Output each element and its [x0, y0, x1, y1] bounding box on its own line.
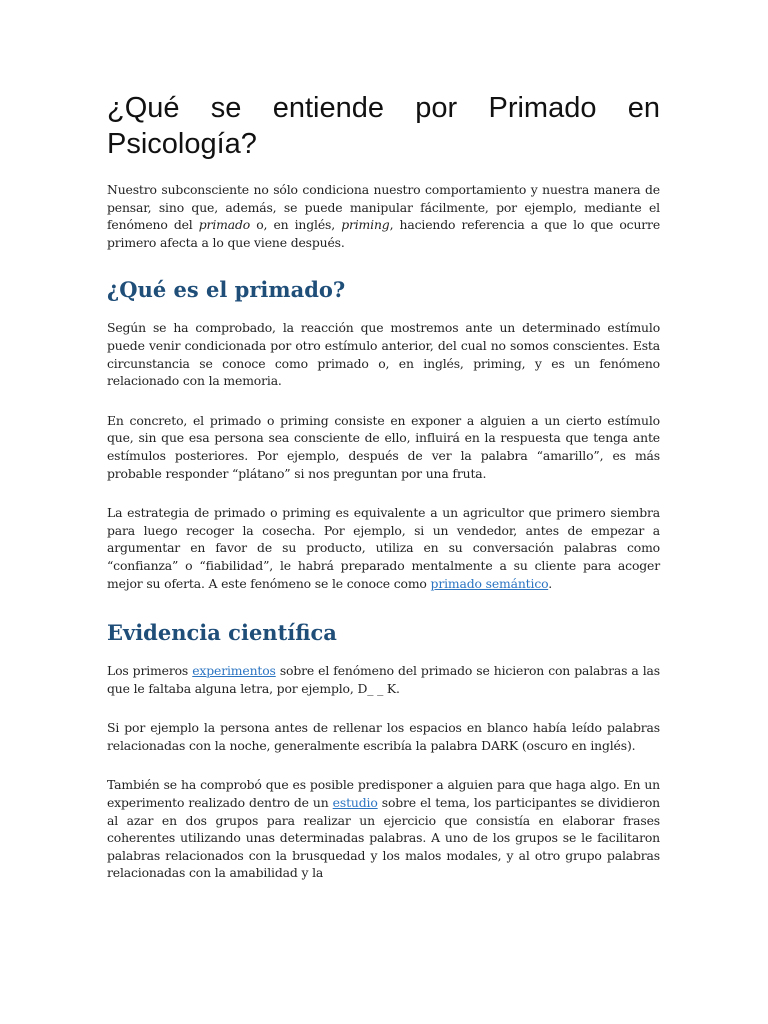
section2-paragraph-1: [107, 662, 660, 697]
section2-paragraph-3: [107, 776, 660, 882]
intro-text-1: Nuestro subconsciente no sólo condiciona nuestro comportamiento y nuestra manera de pensar, sino que, además, se puede manipular fácilmente, por ejemplo, mediante el fenómeno del: [107, 182, 660, 233]
intro-term-primado: primado: [198, 217, 251, 233]
page-title: ¿Qué se entiende por Primado en Psicología?: [107, 92, 660, 160]
link-estudio[interactable]: estudio: [332, 795, 378, 811]
intro-paragraph: [107, 181, 660, 251]
section-heading-evidencia: Evidencia científica: [107, 620, 337, 646]
intro-term-priming: priming: [341, 217, 390, 233]
section2-paragraph-2: Si por ejemplo la persona antes de rellenar los espacios en blanco había leído palabras relacionadas con la noche, generalmente escribía la palabra DARK (oscuro en inglés).: [107, 720, 660, 753]
link-experimentos[interactable]: experimentos: [192, 663, 276, 679]
link-primado-semantico[interactable]: primado semántico: [430, 575, 549, 591]
section2-p1-end: sobre el fenómeno del primado se hicieron con palabras a las que le faltaba alguna letra, por ejemplo, D_ _ K.: [107, 663, 660, 696]
intro-text-2: o, en inglés,: [250, 217, 342, 233]
section1-paragraph-2: En concreto, el primado o priming consiste en exponer a alguien a un cierto estímulo que, sin que esa persona sea consciente de ello, influirá en la respuesta que tenga ante estímulos posteriores. Por ejemplo, después de ver la palabra “amarillo”, es más probable responder “plátano” si nos preguntan por una fruta.: [107, 412, 660, 481]
section2-p1-text: Los primeros: [107, 663, 193, 679]
intro-text-3: , haciendo referencia a que lo que ocurre primero afecta a lo que viene después.: [107, 217, 660, 250]
section1-paragraph-3: [107, 504, 660, 592]
section1-p3-text: La estrategia de primado o priming es equivalente a un agricultor que primero siembra para luego recoger la cosecha. Por ejemplo, si un vendedor, antes de empezar a argumentar en favor de su producto, utiliza en su conversación palabras como “confianza” o “fiabilidad”, le habrá preparado mentalmente a su cliente para acoger mejor su oferta. A este fenómeno se le conoce como: [107, 505, 660, 591]
section-heading-que-es: ¿Qué es el primado?: [107, 277, 346, 303]
section1-paragraph-1: Según se ha comprobado, la reacción que mostremos ante un determinado estímulo puede venir condicionada por otro estímulo anterior, del cual no somos conscientes. Esta circunstancia se conoce como primado o, en inglés, priming, y es un fenómeno relacionado con la memoria.: [107, 320, 660, 389]
section2-p3-end: sobre el tema, los participantes se dividieron al azar en dos grupos para realizar un ejercicio que consistía en elaborar frases coherentes utilizando unas determinadas palabras. A uno de los grupos se le facilitaron palabras relacionados con la brusquedad y los malos modales, y al otro grupo palabras relacionadas con la amabilidad y la: [107, 795, 660, 881]
article: [107, 90, 660, 904]
section1-p3-end: .: [548, 575, 552, 591]
section2-p3-text: También se ha comprobó que es posible predisponer a alguien para que haga algo. En un experimento realizado dentro de un: [107, 777, 660, 811]
